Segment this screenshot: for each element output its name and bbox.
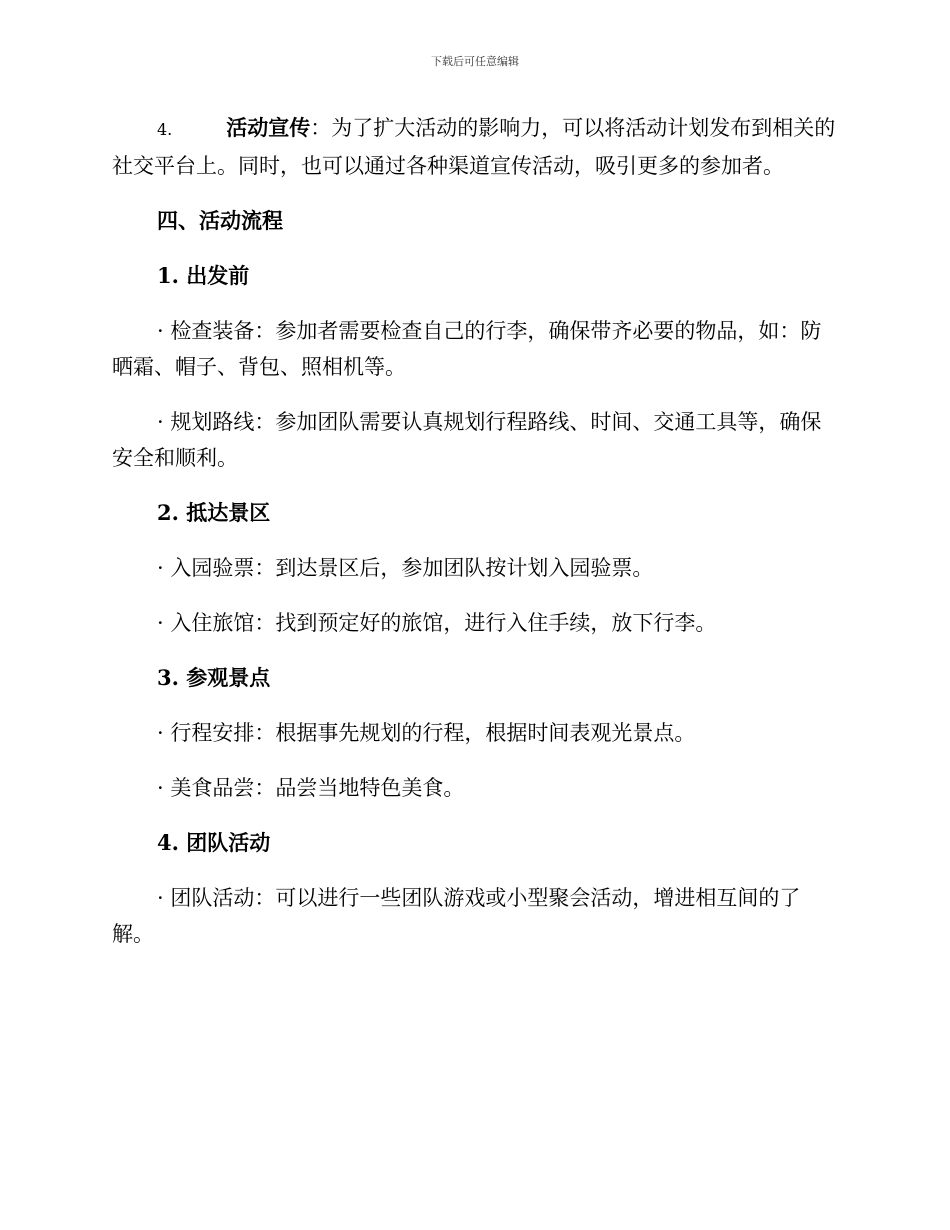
sub1-title: 1. 出发前 — [157, 263, 250, 288]
item4-text: ：为了扩大活动的影响力，可以将活动计划发布到相关的社交平台上。同时，也可以通过各种渠道宣传活动，吸引更多的参加者。 — [112, 116, 836, 178]
sub3-title: 3. 参观景点 — [157, 665, 271, 690]
sub1-item-2: · 规划路线：参加团队需要认真规划行程路线、时间、交通工具等，确保安全和顺利。 — [112, 410, 822, 470]
page-header: 下载后可任意编辑 — [431, 55, 519, 68]
document-body — [112, 110, 838, 971]
sub2-item-2: · 入住旅馆：找到预定好的旅馆，进行入住手续，放下行李。 — [157, 611, 717, 635]
sub3-item-1: · 行程安排：根据事先规划的行程，根据时间表观光景点。 — [157, 721, 696, 745]
paragraph-item4 — [112, 110, 838, 184]
sub3-item-2: · 美食品尝：品尝当地特色美食。 — [157, 776, 465, 800]
sub1-item-1: · 检查装备：参加者需要检查自己的行李，确保带齐必要的物品，如：防晒霜、帽子、背包、照相机等。 — [112, 319, 822, 379]
sub4-item-1: · 团队活动：可以进行一些团队游戏或小型聚会活动，增进相互间的了解。 — [112, 886, 801, 946]
item4-lead: 活动宣传 — [226, 115, 311, 140]
sub2-item-1: · 入园验票：到达景区后，参加团队按计划入园验票。 — [157, 556, 654, 580]
sub4-title: 4. 团队活动 — [157, 830, 271, 855]
sub2-title: 2. 抵达景区 — [157, 500, 271, 525]
item4-number: 4. — [157, 120, 173, 139]
section4-title: 四、活动流程 — [157, 208, 283, 233]
